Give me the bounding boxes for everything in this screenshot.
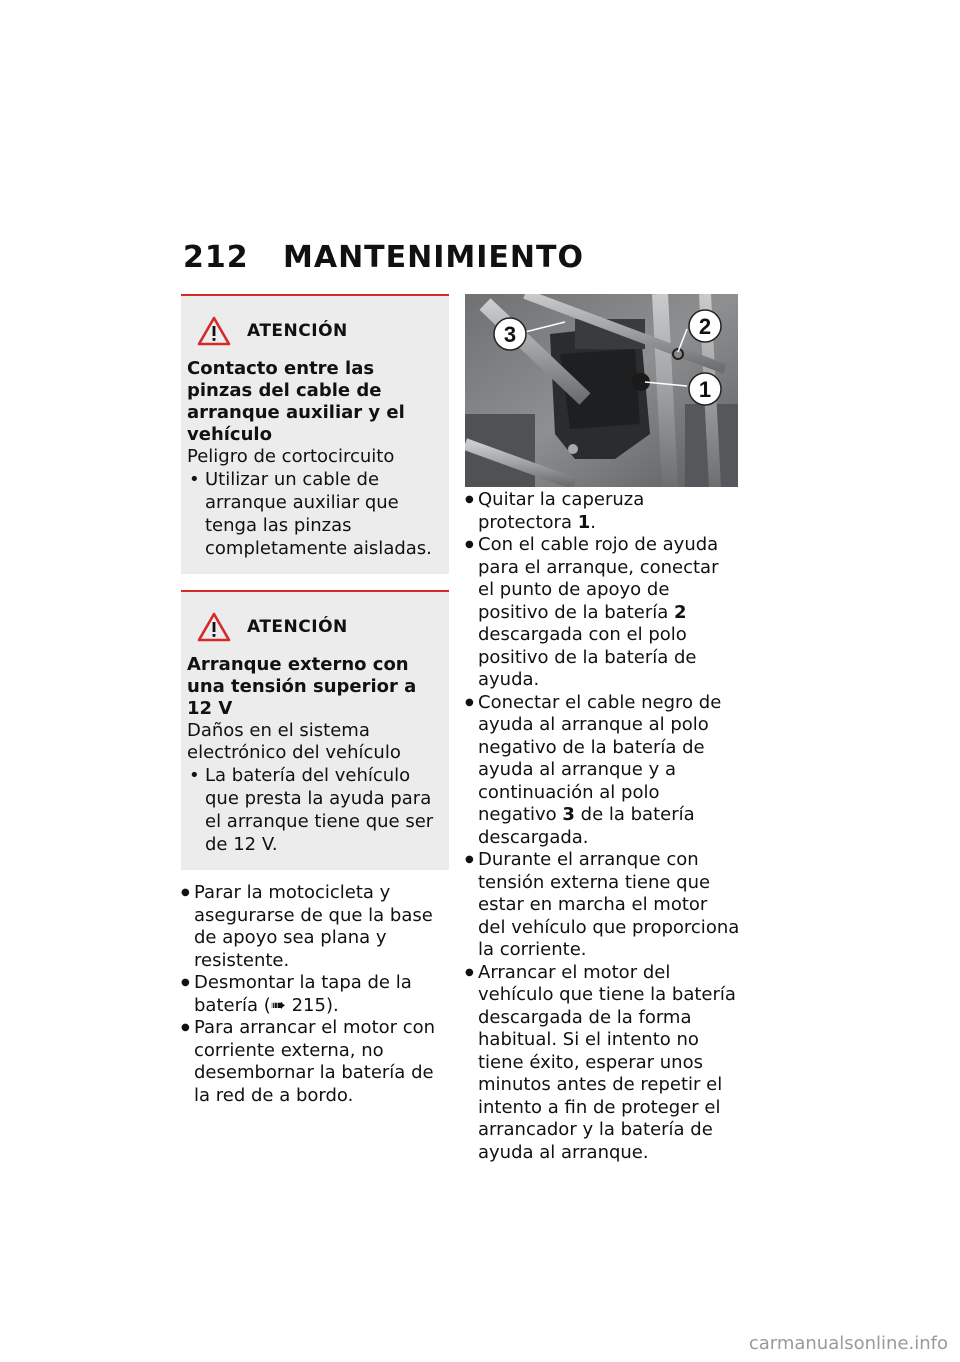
callout-3 <box>494 318 526 350</box>
right-column <box>465 294 740 1164</box>
step-item: ● Durante el arranque con tensión externa tiene que estar en marcha el motor del vehículo que proporciona la corriente. <box>465 849 740 962</box>
step-item <box>181 972 449 1017</box>
svg-text:1: 1 <box>698 377 712 402</box>
step-text: Con el cable rojo de ayuda para el arranque, conectar el punto de apoyo de positivo de la batería <box>478 534 719 623</box>
page-header <box>183 240 743 280</box>
step-text: Desmontar la tapa de la batería ( <box>194 972 412 1016</box>
warning-actions <box>187 764 443 856</box>
callout-1 <box>689 373 721 405</box>
section-title: MANTENIMIENTO <box>283 240 584 275</box>
step-text: . <box>590 511 596 533</box>
step-text: descargada con el polo positivo de la batería de ayuda. <box>478 624 697 690</box>
warning-box <box>181 590 449 870</box>
ref-number: 3 <box>562 804 575 825</box>
procedure-steps <box>181 882 449 1107</box>
step-text: Quitar la caperuza protectora <box>478 489 645 533</box>
warning-description: Peligro de cortocircuito <box>187 446 395 467</box>
watermark: carmanualsonline.info <box>748 1333 948 1354</box>
step-item <box>465 489 740 534</box>
page-ref-link[interactable]: 215). <box>285 994 339 1016</box>
ref-number: 2 <box>673 601 687 623</box>
warning-description: Daños en el sistema electrónico del vehículo <box>187 720 401 763</box>
warning-title: Contacto entre las pinzas del cable de arranque auxiliar y el vehículo <box>187 358 405 445</box>
procedure-steps <box>465 489 740 1164</box>
warning-actions <box>187 468 443 560</box>
svg-text:3: 3 <box>503 322 517 347</box>
callout-2 <box>689 310 721 342</box>
step-item: ● Parar la motocicleta y asegurarse de que la base de apoyo sea plana y resistente. <box>181 882 449 972</box>
warning-title: Arranque externo con una tensión superior a 12 V <box>187 654 417 719</box>
warning-action: • La batería del vehículo que presta la ayuda para el arranque tiene que ser de 12 V. <box>187 764 443 856</box>
page-number: 212 <box>183 240 249 275</box>
warning-header <box>197 314 443 348</box>
step-item: ● Arrancar el motor del vehículo que tiene la batería descargada de la forma habitual. Si el intento no tiene éxito, esperar unos minutos antes de repetir el intento a fin de proteger el arrancador y la batería de ayuda al arranque. <box>465 962 740 1165</box>
warning-box <box>181 294 449 574</box>
step-item: ● Para arrancar el motor con corriente externa, no desembornar la batería de la red de a bordo. <box>181 1017 449 1107</box>
warning-label: ATENCIÓN <box>247 321 348 341</box>
step-item <box>465 534 740 692</box>
warning-triangle-icon <box>197 612 231 642</box>
ref-number: 1 <box>577 511 591 533</box>
battery-photo <box>465 294 738 487</box>
svg-text:2: 2 <box>698 314 712 339</box>
step-text: de la batería descargada. <box>478 804 695 848</box>
warning-triangle-icon <box>197 316 231 346</box>
warning-label: ATENCIÓN <box>247 617 348 637</box>
step-text: Conectar el cable negro de ayuda al arranque al polo negativo de la batería de ayuda al arranque y a continuación al polo negativo <box>478 691 722 825</box>
warning-header <box>197 610 443 644</box>
page-ref-arrow-icon: ➠ <box>270 994 286 1016</box>
step-item <box>465 692 740 850</box>
warning-action: • Utilizar un cable de arranque auxiliar que tenga las pinzas completamente aisladas. <box>187 468 443 560</box>
left-column <box>181 294 449 1107</box>
